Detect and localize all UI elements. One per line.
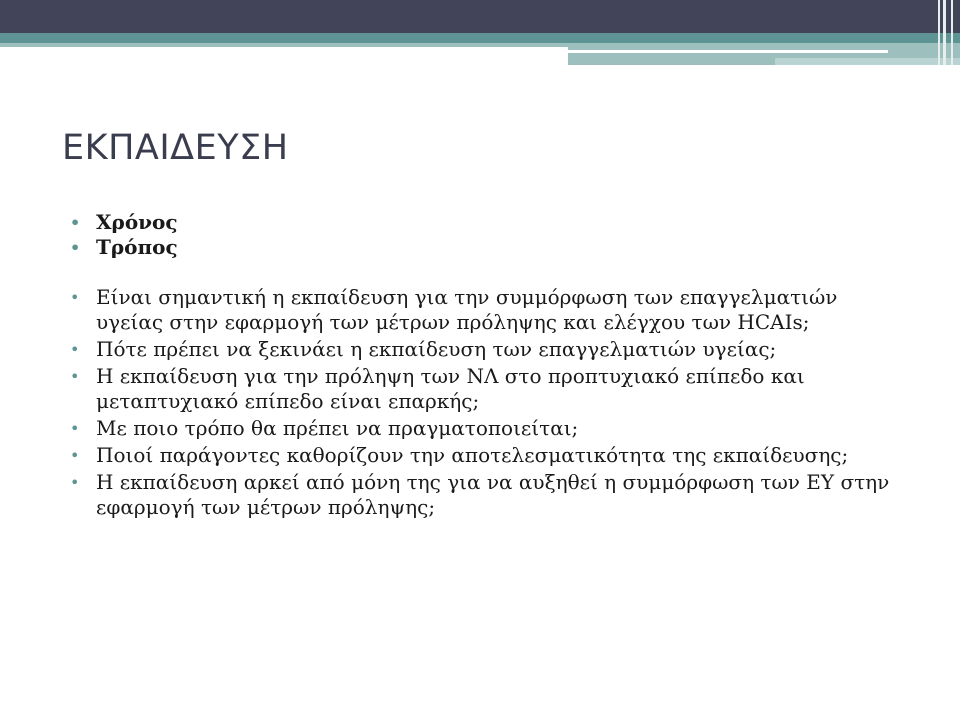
slide-content (62, 210, 902, 522)
header-band-dark (0, 0, 960, 33)
question-item (62, 285, 902, 335)
bullet-icon: • (70, 473, 80, 492)
header-edge-lines (934, 0, 960, 65)
header-band-teal-light (0, 43, 568, 47)
header-accent-line (568, 50, 888, 53)
list-spacer (62, 260, 902, 285)
question-text: Είναι σημαντική η εκπαίδευση για την συμμόρφωση των επαγγελματιών υγείας στην εφαρμογή των μέτρων πρόληψης και ελέγχου των HCAIs; (96, 285, 838, 334)
key-point-text: Χρόνος (96, 210, 178, 234)
question-item (62, 443, 902, 468)
bullet-icon: • (70, 340, 80, 359)
question-text: Πότε πρέπει να ξεκινάει η εκπαίδευση των επαγγελματιών υγείας; (96, 337, 777, 361)
header-accent-lower (775, 58, 960, 65)
question-item (62, 364, 902, 414)
question-item (62, 470, 902, 520)
bullet-icon: • (70, 213, 81, 232)
bullet-icon: • (70, 238, 81, 257)
question-text: Με ποιο τρόπο θα πρέπει να πραγματοποιείται; (96, 416, 579, 440)
question-item (62, 337, 902, 362)
slide-title: ΕΚΠΑΙΔΕΥΣΗ (62, 128, 289, 168)
bullet-icon: • (70, 288, 80, 307)
key-point-text: Τρόπος (96, 235, 178, 259)
question-item (62, 416, 902, 441)
question-text: Ποιοί παράγοντες καθορίζουν την αποτελεσματικότητα της εκπαίδευσης; (96, 443, 849, 467)
question-text: Η εκπαίδευση αρκεί από μόνη της για να αυξηθεί η συμμόρφωση των ΕΥ στην εφαρμογή των μέτρων πρόληψης; (96, 470, 890, 519)
question-text: Η εκπαίδευση για την πρόληψη των ΝΛ στο προπτυχιακό επίπεδο και μεταπτυχιακό επίπεδο είναι επαρκής; (96, 364, 805, 413)
key-point-item (62, 235, 902, 260)
questions-list (62, 285, 902, 520)
header-band-teal (0, 33, 960, 43)
bullet-icon: • (70, 367, 80, 386)
key-point-item (62, 210, 902, 235)
bullet-icon: • (70, 419, 80, 438)
key-points-list (62, 210, 902, 260)
bullet-icon: • (70, 446, 80, 465)
